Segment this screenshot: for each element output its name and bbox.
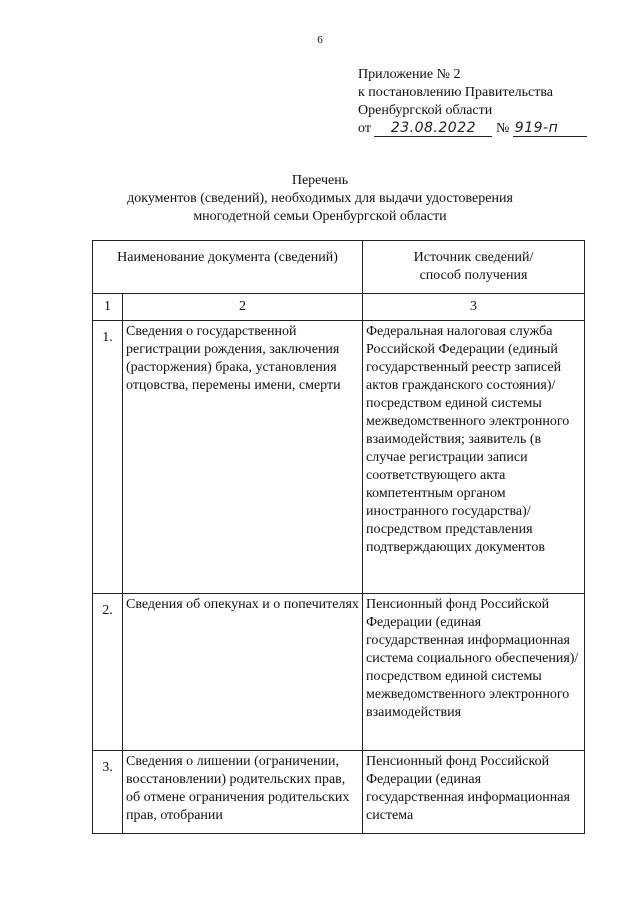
document-heading [0,172,640,226]
row-source [363,594,585,751]
row-document-text: Сведения об опекунах и о попечителях [126,597,359,612]
row-number: 3. [93,751,123,834]
appendix-block [358,66,618,138]
table-row [93,321,585,594]
appendix-region-line: Оренбургской области [358,103,493,118]
documents-table [92,240,585,834]
row-source [363,751,585,834]
row-source [363,321,585,594]
resolution-number: 919-п [513,121,587,137]
column-number-row [93,294,585,321]
row-number: 1. [93,321,123,594]
from-label: от [358,121,371,136]
heading-line-3: многодетной семьи Оренбургской области [193,209,447,224]
heading-line-2: документов (сведений), необходимых для выдачи удостоверения [127,191,513,206]
row-source-text: Пенсионный фонд Российской Федерации (единая государственная информационная система [366,754,570,823]
appendix-title: Приложение № 2 [358,67,461,82]
row-source-text: Федеральная налоговая служба Российской Федерации (единый государственный реестр записей актов гражданского состояния)/посредством единой системы межведомственного электронного взаимодействия; заявитель (в случае регистрации записи соответствующего акта компетентным органом иностранного государства)/посредством представления подтверждающих документов [366,324,570,555]
row-number: 2. [93,594,123,751]
header-source-line-2: способ получения [419,268,528,283]
heading-title: Перечень [291,173,349,188]
page-number: 6 [317,34,323,46]
appendix-resolution-line: к постановлению Правительства [358,85,554,100]
row-document [123,321,363,594]
row-document [123,751,363,834]
header-source [363,241,585,294]
row-source-text: Пенсионный фонд Российской Федерации (единая государственная информационная система социального обеспечения)/посредством единой системы межведомственного электронного взаимодействия [366,597,579,720]
column-number-1: 1 [93,294,123,321]
table-row [93,751,585,834]
table-header-row [93,241,585,294]
column-number-2: 2 [123,294,363,321]
row-document [123,594,363,751]
row-document-text: Сведения о лишении (ограничении, восстановлении) родительских прав, об отмене ограничения родительских прав, отобрании [126,754,350,823]
appendix-date-line [358,120,618,138]
header-source-line-1: Источник сведений/ [413,250,534,265]
header-document-name-text: Наименование документа (сведений) [117,250,338,265]
column-number-3: 3 [363,294,585,321]
header-document-name [93,241,363,294]
table-row [93,594,585,751]
row-document-text: Сведения о государственной регистрации рождения, заключения (расторжения) брака, установления отцовства, перемены имени, смерти [126,324,341,393]
number-label: № [495,121,510,136]
resolution-date: 23.08.2022 [374,121,492,137]
